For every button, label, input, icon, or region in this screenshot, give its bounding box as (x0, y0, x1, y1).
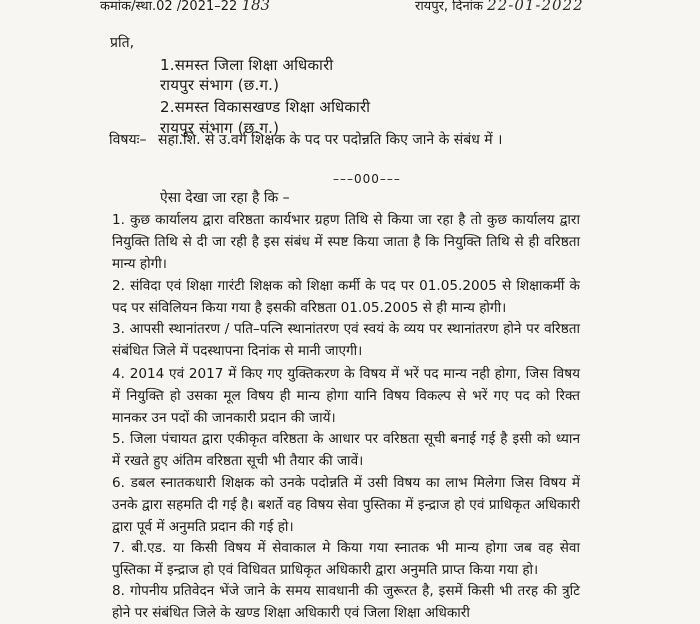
separator: –––000––– (333, 172, 401, 186)
point-1: 1. कुछ कार्यालय द्वारा वरिष्ठता कार्यभार ग्रहण तिथि से किया जा रहा है तो कुछ कार्यालय द्वारा नियुक्ति तिथि से दी जा रही है इस संबंध में स्पष्ट किया जाता है कि नियुक्ति तिथि से ही वरिष्ठता मान्य होगी। (112, 212, 580, 272)
prati-label: प्रति, (110, 35, 135, 51)
recipient-line: 1.समस्त जिला शिक्षा अधिकारी (160, 56, 334, 74)
place-date (415, 0, 584, 14)
date-handwritten: 22-01-2022 (487, 0, 584, 14)
recipient-line: रायपुर संभाग (छ.ग.) (160, 76, 280, 94)
subject-label: विषयः– (109, 132, 147, 148)
reference-number (100, 0, 270, 14)
point-8: 8. गोपनीय प्रतिवेदन भेंजे जाने के समय सावधानी की जुरूरत है, इसमें किसी भी तरह की त्रुटि होने पर संबंधित जिले के खण्ड शिक्षा अधिकारी एवं जिला शिक्षा अधिकारी (112, 583, 580, 621)
recipient-line: 2.समस्त विकासखण्ड शिक्षा अधिकारी (160, 98, 371, 116)
intro-text: ऐसा देखा जा रहा है कि – (160, 190, 290, 206)
point-6: 6. डबल स्नातकधारी शिक्षक को उनके पदोन्नति में उसी विषय का लाभ मिलेगा जिस विषय में उनके द्वारा सहमति दी गई है। बशर्ते वह विषय सेवा पुस्तिका में इन्द्राज हो एवं प्राधिकृत अधिकारी द्वारा पूर्व में अनुमति प्रदान की गई हो। (112, 475, 580, 535)
point-5: 5. जिला पंचायत द्वारा एकीकृत वरिष्ठता के आधार पर वरिष्ठता सूची बनाई गई है इसी को ध्यान में रखते हुए अंतिम वरिष्ठता सूची भी तैयार की जावें। (112, 431, 580, 469)
point-4: 4. 2014 एवं 2017 में किए गए युक्तिकरण के विषय में भरें पद मान्य नही होगा, जिस विषय में नियुक्ति हो उसका मूल विषय ही मान्य होगा यानि विषय विकल्प से भरें गए पद को रिक्त मानकर उन पदों की जानकारी प्रदान की जायें। (112, 366, 580, 426)
reference-year: /2021–22 (176, 0, 238, 14)
point-7: 7. बी.एड. या किसी विषय में सेवाकाल मे किया गया स्नातक भी मान्य होगा जब वह सेवा पुस्तिका में इन्द्राज हो एवं विधिवत प्राधिकृत अधिकारी द्वारा अनुमति प्राप्त किया गया हो। (112, 540, 580, 578)
point-3: 3. आपसी स्थानांतरण / पति–पत्नि स्थानांतरण एवं स्वयं के व्यय पर स्थानांतरण होने पर वरिष्ठता संबंधित जिले में पदस्थापना दिनांक से मानी जाएगी। (112, 321, 580, 359)
place-date-label: रायपुर, दिनांक (415, 0, 484, 14)
recipient-line: रायपुर संभाग (छ.ग.) (160, 119, 280, 137)
reference-handwritten: 183 (241, 0, 271, 14)
subject-text: सहा.शि. से उ.वर्ग शिक्षक के पद पर पदोन्नति किए जाने के संबंध में । (158, 132, 503, 148)
point-2: 2. संविदा एवं शिक्षा गारंटी शिक्षक को शिक्षा कर्मी के पद पर 01.05.2005 से शिक्षाकर्मी के पद पर संविलियन किया गया है इसकी वरिष्ठता 01.05.2005 से ही मान्य होगी। (112, 278, 580, 316)
reference-prefix: कमांक/स्था.02 (100, 0, 173, 14)
